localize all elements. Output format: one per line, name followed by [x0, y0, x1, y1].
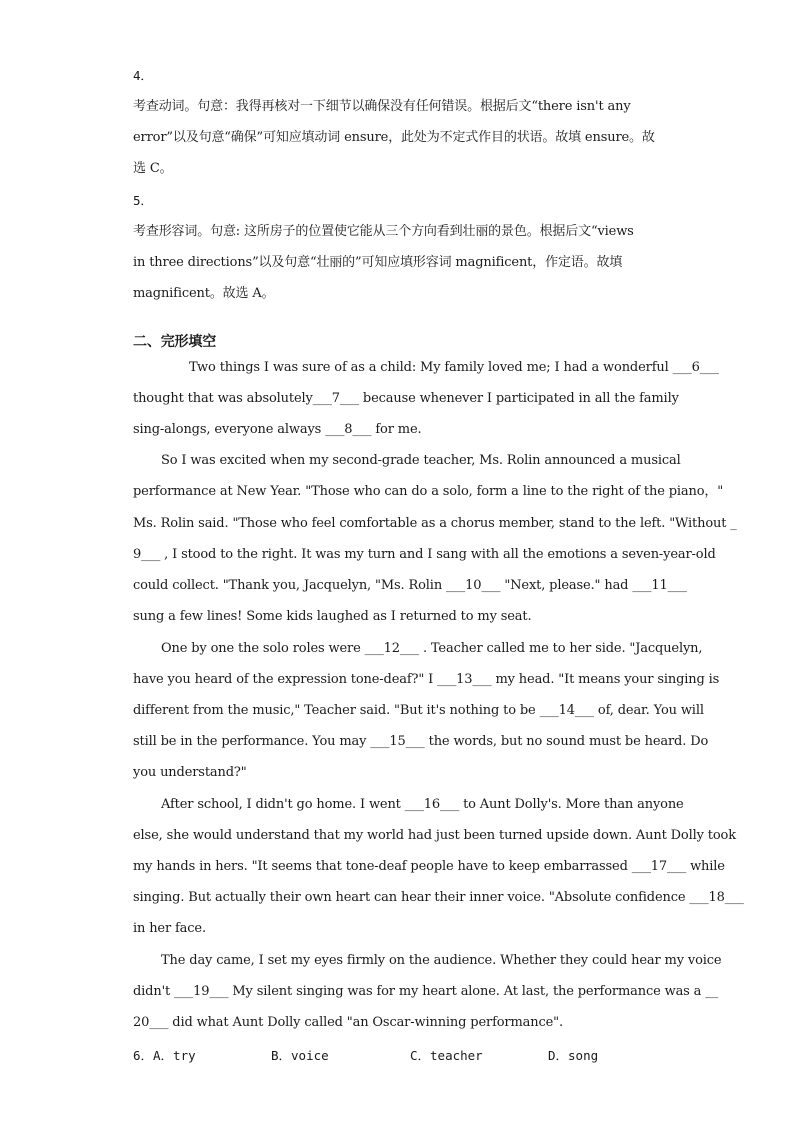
passage-line-15: After school, I didn't go home. I went ___16___ to Aunt Dolly's. More than anyone	[161, 797, 684, 812]
answer-number-4: 4．	[133, 68, 153, 83]
option-b: B．voice	[271, 1048, 329, 1063]
passage-line-22: 20___ did what Aunt Dolly called "an Oscar-winning performance".	[133, 1015, 563, 1030]
passage-line-3: sing-alongs, everyone always ___8___ for me.	[133, 422, 422, 437]
passage-line-4: So I was excited when my second-grade teacher, Ms. Rolin announced a musical	[161, 453, 681, 468]
passage-line-21: didn't ___19___ My silent singing was for my heart alone. At last, the performance was a __	[133, 984, 718, 999]
passage-line-14: you understand?"	[133, 765, 247, 780]
explanation-5-line-3: magnificent。故选 A。	[133, 286, 275, 301]
passage-line-17: my hands in hers. "It seems that tone-deaf people have to keep embarrassed ___17___ while	[133, 859, 725, 874]
passage-line-11: have you heard of the expression tone-deaf?" I ___13___ my head. "It means your singing is	[133, 672, 720, 687]
passage-line-5: performance at New Year. "Those who can do a solo, form a line to the right of the piano，"	[133, 484, 724, 499]
passage-line-18: singing. But actually their own heart can hear their inner voice. "Absolute confidence ___18___	[133, 890, 744, 905]
passage-line-6: Ms. Rolin said. "Those who feel comfortable as a chorus member, stand to the left. "Without _	[133, 516, 737, 531]
passage-line-13: still be in the performance. You may ___15___ the words, but no sound must be heard. Do	[133, 734, 709, 749]
answer-number-5: 5．	[133, 193, 153, 208]
explanation-4-line-1: 考查动词。句意：我得再核对一下细节以确保没有任何错误。根据后文“there isn't any	[133, 99, 631, 114]
section-heading: 二、完形填空	[133, 334, 217, 350]
option-a: 6．A．try	[133, 1048, 196, 1063]
passage-line-9: sung a few lines! Some kids laughed as I returned to my seat.	[133, 609, 532, 624]
option-c: C．teacher	[410, 1048, 483, 1063]
passage-line-2: thought that was absolutely___7___ because whenever I participated in all the family	[133, 391, 679, 406]
passage-line-19: in her face.	[133, 921, 206, 936]
option-d: D．song	[548, 1048, 599, 1063]
explanation-5-line-2: in three directions”以及句意“壮丽的”可知应填形容词 magnificent，作定语。故填	[133, 255, 623, 270]
passage-line-8: could collect. "Thank you, Jacquelyn, "Ms. Rolin ___10___ "Next, please." had ___11___	[133, 578, 687, 593]
explanation-5-line-1: 考查形容词。句意: 这所房子的位置使它能从三个方向看到壮丽的景色。根据后文“views	[133, 224, 634, 239]
passage-line-10: One by one the solo roles were ___12___ . Teacher called me to her side. "Jacquelyn,	[161, 641, 703, 656]
explanation-4-line-2: error”以及句意“确保”可知应填动词 ensure，此处为不定式作目的状语。故填 ensure。故	[133, 130, 655, 145]
passage-line-12: different from the music," Teacher said. "But it's nothing to be ___14___ of, dear. You will	[133, 703, 704, 718]
passage-line-7: 9___ , I stood to the right. It was my turn and I sang with all the emotions a seven-year-old	[133, 547, 716, 562]
passage-line-20: The day came, I set my eyes firmly on the audience. Whether they could hear my voice	[161, 953, 722, 968]
passage-line-1: Two things I was sure of as a child: My family loved me; I had a wonderful ___6___	[189, 360, 719, 375]
passage-line-16: else, she would understand that my world had just been turned upside down. Aunt Dolly took	[133, 828, 736, 843]
explanation-4-line-3: 选 C。	[133, 161, 173, 176]
